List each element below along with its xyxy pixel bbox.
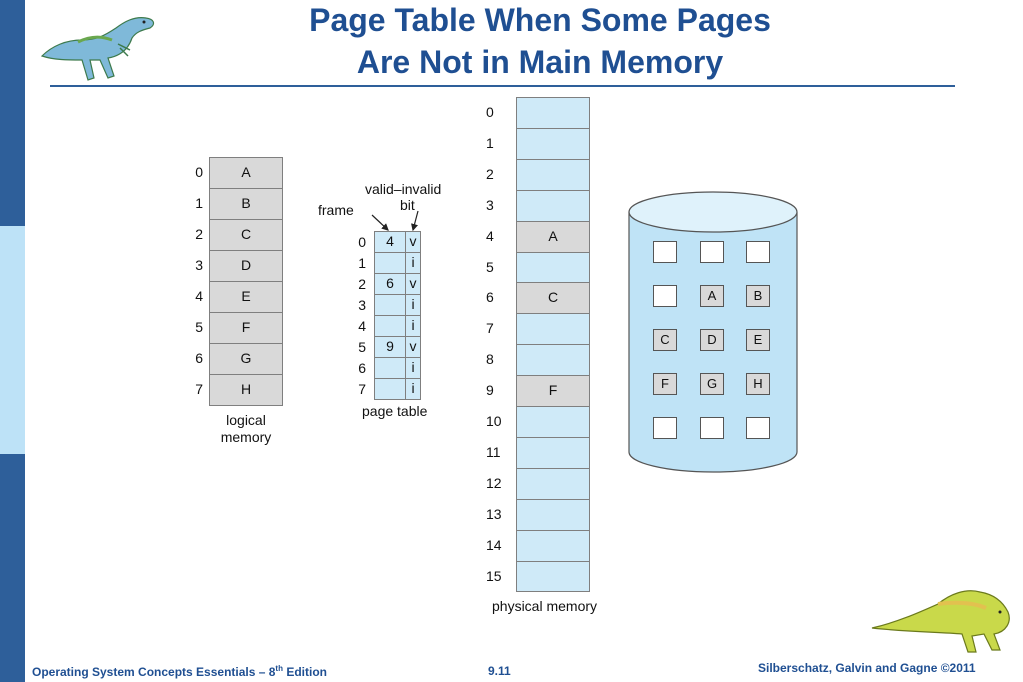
physical-frame-cell [516,468,590,500]
physical-frame-index: 2 [486,166,494,182]
physical-frame-index: 8 [486,351,494,367]
page-table-bit-cell: i [405,294,421,316]
physical-frame-cell [516,128,590,160]
backing-store-page: H [746,373,770,395]
page-table-index: 2 [358,276,366,292]
page-table-bit-cell: v [405,336,421,358]
physical-frame-index: 13 [486,506,502,522]
dinosaur-icon [868,582,1018,658]
physical-frame-index: 11 [486,444,501,460]
physical-frame-cell [516,344,590,376]
slide-title-line2: Are Not in Main Memory [356,44,724,80]
logical-page-cell: E [209,281,283,313]
logical-page-index: 5 [195,319,203,335]
page-table-index: 7 [358,381,366,397]
page-table-frame-cell: 9 [374,336,406,358]
page-table-frame-cell [374,378,406,400]
logical-page-index: 6 [195,350,203,366]
logical-page-cell: C [209,219,283,251]
logical-page-index: 4 [195,288,203,304]
logical-page-cell: D [209,250,283,282]
physical-frame-index: 12 [486,475,502,491]
backing-store-page [700,241,724,263]
backing-store-page [746,241,770,263]
footer-book-sup: th [275,664,283,673]
physical-frame-index: 14 [486,537,502,553]
logical-memory-caption-line2: memory [220,429,272,445]
logical-page-index: 1 [195,195,203,211]
footer-book-title [32,664,327,679]
backing-store-page [653,241,677,263]
logical-page-cell: G [209,343,283,375]
page-table-frame-cell [374,252,406,274]
physical-frame-index: 0 [486,104,494,120]
physical-frame-cell [516,252,590,283]
page-table-frame-cell: 4 [374,231,406,253]
slide-title-line1: Page Table When Some Pages [309,2,771,38]
page-table-bit-cell: i [405,315,421,337]
physical-frame-index: 3 [486,197,494,213]
physical-frame-cell [516,530,590,562]
slide-number: 9.11 [488,664,511,678]
footer-book-suffix: Edition [282,665,327,679]
physical-memory-caption: physical memory [492,598,598,614]
physical-frame-cell [516,561,590,592]
sidebar-highlight [0,226,25,454]
backing-store-page [700,417,724,439]
page-table-index: 4 [358,318,366,334]
sidebar-stripe [0,0,25,682]
page-table-index: 3 [358,297,366,313]
logical-memory-caption-line1: logical [226,412,266,428]
logical-page-cell: A [209,157,283,189]
backing-store-page: C [653,329,677,351]
title-underline [50,85,955,87]
physical-frame-cell: F [516,375,590,407]
physical-frame-cell [516,437,590,469]
page-table-bit-cell: i [405,252,421,274]
physical-frame-index: 1 [486,135,494,151]
physical-frame-index: 5 [486,259,494,275]
backing-store-page: E [746,329,770,351]
backing-store-page [653,417,677,439]
page-table-bit-cell: i [405,378,421,400]
physical-frame-index: 4 [486,228,494,244]
page-table-frame-cell [374,315,406,337]
page-table-bit-cell: v [405,273,421,295]
page-table-index: 5 [358,339,366,355]
backing-store-page: A [700,285,724,307]
page-table-index: 0 [358,234,366,250]
physical-frame-cell [516,406,590,438]
physical-frame-cell [516,313,590,345]
physical-frame-index: 9 [486,382,494,398]
page-table-index: 1 [358,255,366,271]
physical-frame-index: 7 [486,320,494,336]
page-table-frame-cell [374,357,406,379]
logical-page-index: 2 [195,226,203,242]
logical-page-index: 3 [195,257,203,273]
physical-frame-cell [516,190,590,222]
logical-page-index: 0 [195,164,203,180]
backing-store-page: F [653,373,677,395]
logical-page-cell: F [209,312,283,344]
page-table-frame-cell [374,294,406,316]
logical-page-cell: H [209,374,283,406]
physical-frame-cell: A [516,221,590,253]
footer-book-prefix: Operating System Concepts Essentials – 8 [32,665,276,679]
backing-store-page: B [746,285,770,307]
backing-store-page: D [700,329,724,351]
backing-store-page [653,285,677,307]
physical-frame-cell [516,159,590,191]
physical-frame-cell: C [516,282,590,314]
valid-invalid-label-line1: valid–invalid [365,181,442,197]
physical-frame-cell [516,97,590,129]
frame-label: frame [318,202,354,218]
valid-invalid-label-line2: bit [400,197,415,213]
logical-page-cell: B [209,188,283,220]
physical-frame-index: 15 [486,568,502,584]
backing-store-page: G [700,373,724,395]
backing-store-page [746,417,770,439]
dinosaur-icon [38,6,158,84]
page-table-frame-cell: 6 [374,273,406,295]
page-table-caption: page table [362,403,428,419]
logical-page-index: 7 [195,381,203,397]
physical-frame-index: 6 [486,289,494,305]
physical-frame-cell [516,499,590,531]
footer-copyright: Silberschatz, Galvin and Gagne ©2011 [758,661,976,675]
physical-frame-index: 10 [486,413,502,429]
page-table-bit-cell: v [405,231,421,253]
page-table-index: 6 [358,360,366,376]
page-table-bit-cell: i [405,357,421,379]
